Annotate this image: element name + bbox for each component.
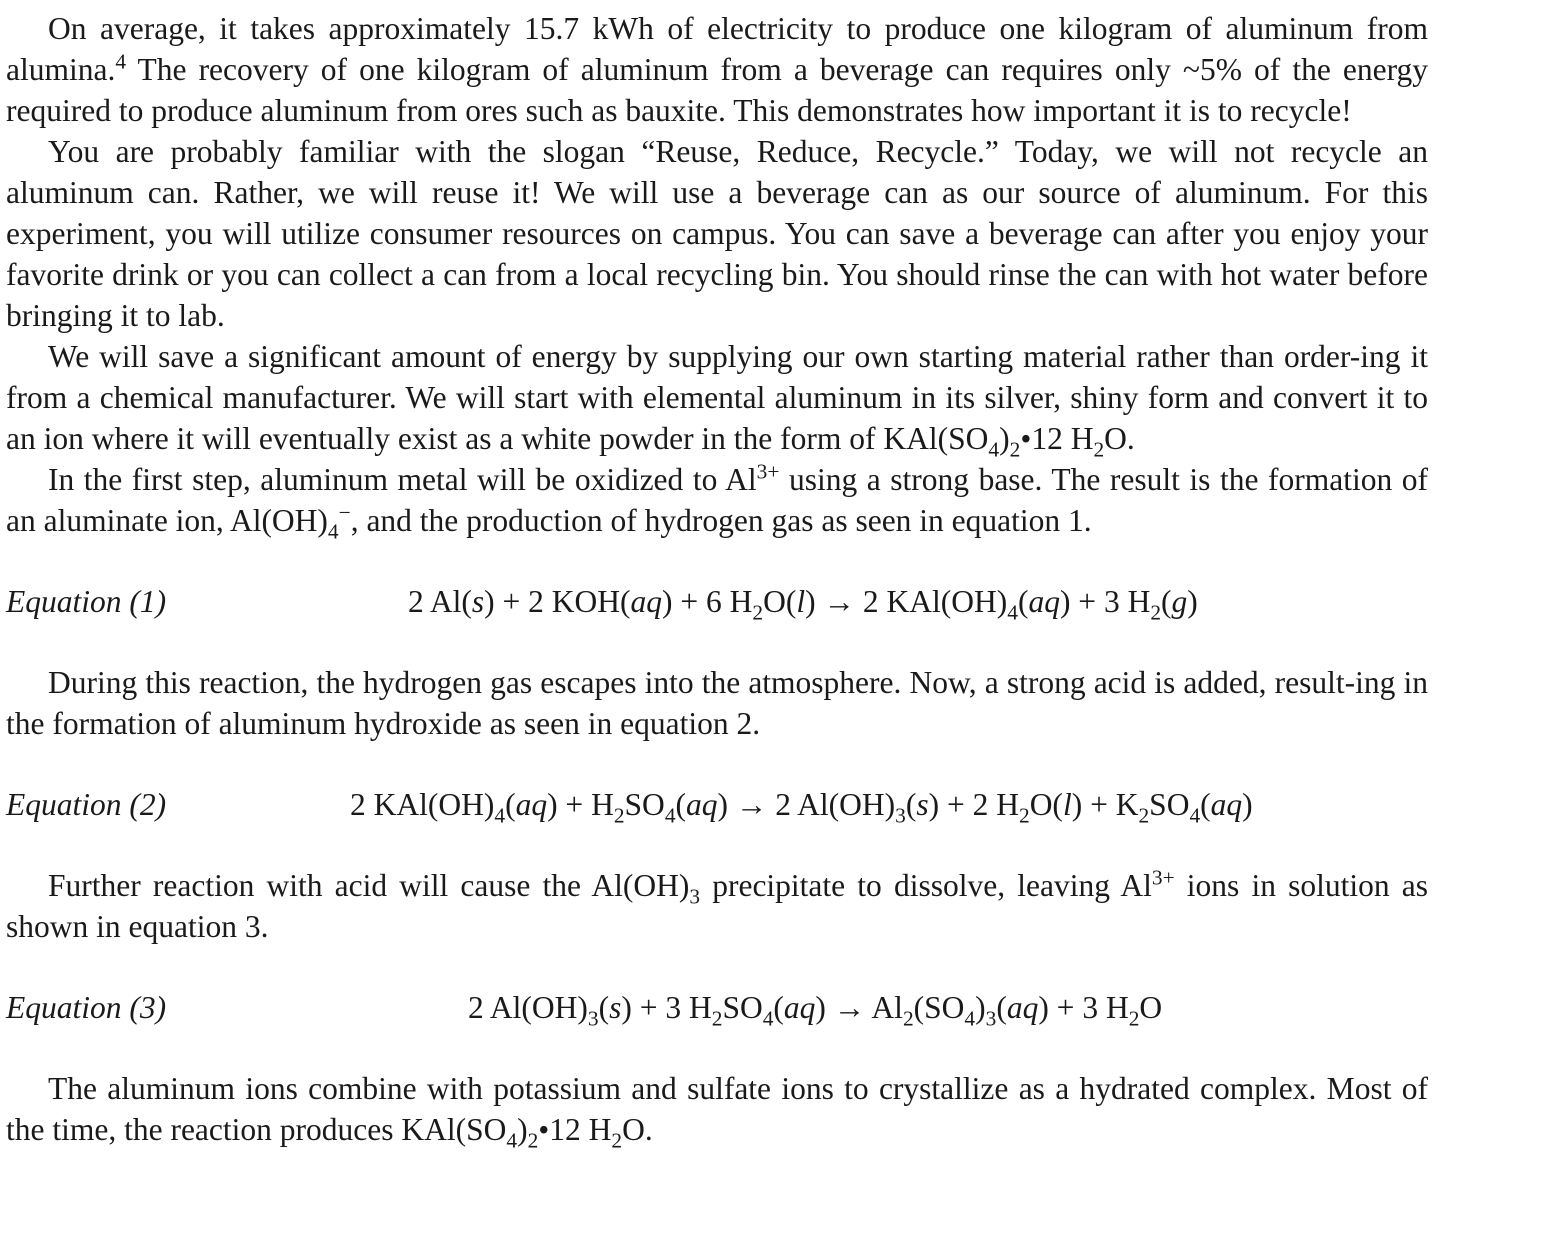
equation-1-label: Equation (1) — [6, 584, 167, 619]
paragraph-crystallize: The aluminum ions combine with potassium and sulfate ions to crystallize as a hydrated complex. Most of the time, the reaction produces $KAl(SO_4)_2•12$ $H_2O$. — [6, 1071, 1428, 1153]
paragraph-energy: On average, it takes approximately 15.7 kWh of electricity to produce one kilogram of aluminum from alumina.$^4$ The recovery of one kilogram of aluminum from a beverage can requires only ~5% of the energy required to produce aluminum from ores such as bauxite. This demonstrates how important it is to recycle! — [6, 11, 1428, 128]
paragraph-further-reaction: Further reaction with acid will cause the $Al(OH)_3$ precipitate to dissolve, leaving $Al^{3+}$ ions in solution as shown in equation 3. — [6, 865, 1429, 944]
paragraph-reuse: You are probably familiar with the slogan “Reuse, Reduce, Recycle.” Today, we will not recycle an aluminum can. Rather, we will reuse it! We will use a beverage can as our source of aluminum. For this experiment, you will utilize consumer resources on campus. You can save a beverage can after you enjoy your favorite drink or you can collect a can from a local recycling bin. You should rinse the can with hot water before bringing it to lab. — [6, 134, 1428, 333]
equation-3-label: Equation (3) — [6, 990, 167, 1025]
equation-2-label: Equation (2) — [6, 787, 167, 822]
paragraph-hydrogen-escapes: During this reaction, the hydrogen gas escapes into the atmosphere. Now, a strong acid is added, result-ing in the formation of aluminum hydroxide as seen in equation 2. — [6, 665, 1428, 741]
paragraph-first-step: In the first step, aluminum metal will be oxidized to $Al^{3+}$ using a strong base. The result is the formation of an aluminate ion, $Al(OH)_4^-$, and the production of hydrogen gas as seen in equation 1. — [6, 459, 1428, 544]
equation-1 — [6, 581, 1428, 625]
equation-2-body: 2 $KAl(OH)_4(aq) + H_2SO_4(aq) \to 2$ $Al(OH)_3(s) + 2$ $H_2O(l) + K_2SO_4(aq)$ — [350, 787, 1253, 828]
equation-2 — [6, 784, 1428, 828]
equation-1-body: 2 Al(s) + 2 KOH(aq) + 6 $H_2O(l) \to 2$ $KAl(OH)_4(aq) + 3$ $H_2(g)$ — [408, 584, 1198, 625]
equation-3 — [6, 987, 1428, 1031]
equation-3-body: 2 $Al(OH)_3(s) + 3$ $H_2SO_4(aq) \to Al_2(SO_4)_3(aq) + 3$ $H_2O$ — [468, 990, 1163, 1031]
document-page — [6, 8, 1429, 1153]
paragraph-starting-material: We will save a significant amount of energy by supplying our own starting material rather than order-ing it from a chemical manufacturer. We will start with elemental aluminum in its silver, shiny form and convert it to an ion where it will eventually exist as a white powder in the form of $KAl(SO_4)_2•12$ $H_2O$. — [6, 339, 1428, 462]
